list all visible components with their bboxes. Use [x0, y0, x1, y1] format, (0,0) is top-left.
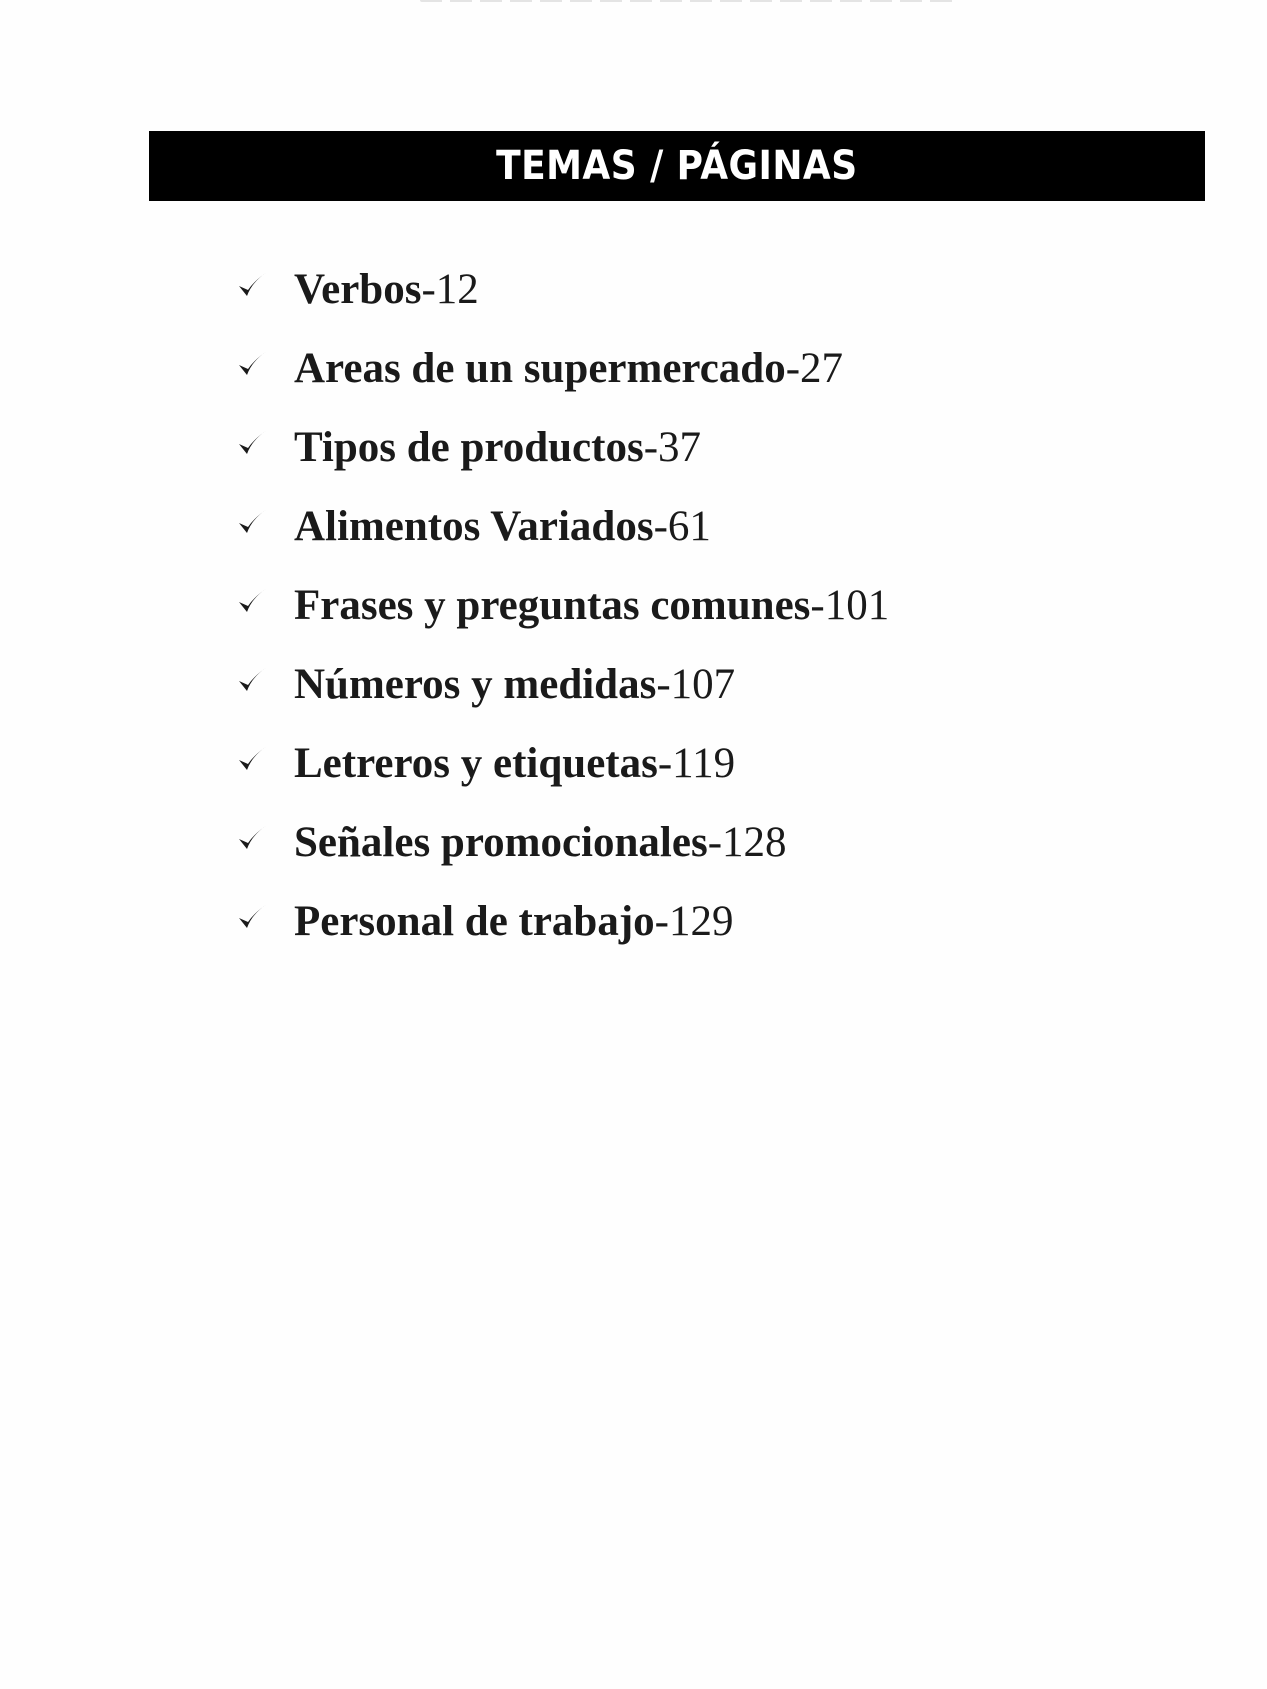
toc-entry: [294, 736, 735, 792]
toc-topic: Números y medidas: [294, 661, 657, 708]
toc-item: [236, 657, 889, 736]
cropped-text-remnant: [420, 0, 960, 2]
check-icon: [236, 821, 294, 865]
toc-page-number: -27: [785, 345, 844, 392]
toc-topic: Alimentos Variados: [294, 503, 654, 550]
toc-entry: [294, 499, 711, 555]
toc-topic: Frases y preguntas comunes: [294, 582, 811, 629]
toc-entry: [294, 815, 787, 871]
check-icon: [236, 742, 294, 786]
toc-topic: Tipos de productos: [294, 424, 644, 471]
toc-item: [236, 815, 889, 894]
table-of-contents: [236, 262, 889, 973]
toc-entry: [294, 420, 701, 476]
toc-item: [236, 894, 889, 973]
section-header-bar: [149, 131, 1205, 201]
toc-item: [236, 578, 889, 657]
toc-topic: Areas de un supermercado: [294, 345, 786, 392]
toc-topic: Señales promocionales: [294, 819, 708, 866]
section-title: TEMAS / PÁGINAS: [496, 143, 858, 189]
check-icon: [236, 426, 294, 470]
toc-page-number: -128: [707, 819, 787, 866]
check-icon: [236, 900, 294, 944]
toc-page-number: -101: [810, 582, 890, 629]
toc-item: [236, 341, 889, 420]
toc-topic: Personal de trabajo: [294, 898, 655, 945]
toc-page-number: -61: [653, 503, 711, 550]
check-icon: [236, 505, 294, 549]
toc-entry: [294, 262, 479, 318]
toc-item: [236, 262, 889, 341]
toc-page-number: -37: [643, 424, 702, 471]
check-icon: [236, 268, 294, 312]
toc-entry: [294, 657, 735, 713]
toc-page-number: -12: [421, 266, 479, 313]
toc-item: [236, 420, 889, 499]
toc-page-number: -107: [656, 661, 736, 708]
check-icon: [236, 663, 294, 707]
toc-entry: [294, 578, 889, 634]
toc-item: [236, 499, 889, 578]
toc-entry: [294, 894, 734, 950]
toc-topic: Verbos: [294, 266, 422, 313]
check-icon: [236, 347, 294, 391]
toc-topic: Letreros y etiquetas: [294, 740, 658, 787]
toc-entry: [294, 341, 843, 397]
toc-page-number: -129: [654, 898, 734, 945]
toc-page-number: -119: [657, 740, 736, 787]
check-icon: [236, 584, 294, 628]
toc-item: [236, 736, 889, 815]
